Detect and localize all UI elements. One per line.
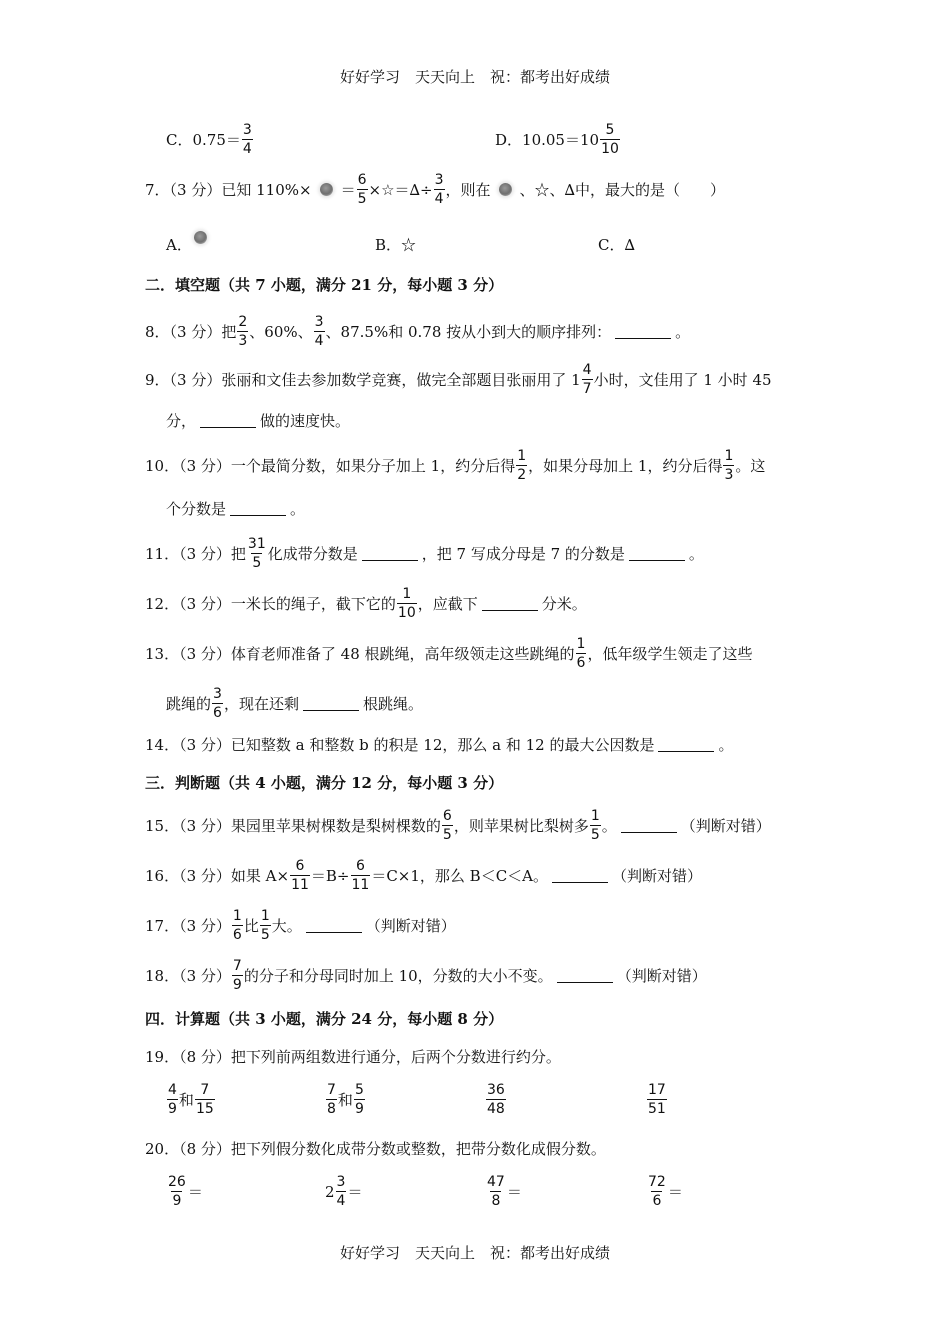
answer-blank[interactable] [615, 324, 671, 339]
fraction: $\frac{2}{3}$ [238, 314, 248, 349]
fraction: $\frac{31}{5}$ [247, 536, 266, 571]
q15-question: 15．（3 分）果园里苹果树棵数是梨树棵数的 $\frac{6}{5}$ ，则苹果树比梨树多 $\frac{1}{5}$ 。 （判断对错） [145, 808, 771, 843]
fraction: $\frac{3}{4}$ [336, 1174, 346, 1209]
answer-blank[interactable] [621, 818, 677, 833]
q16-question: 16．（3 分）如果 A× $\frac{6}{11}$ ＝B÷ $\frac{6}{11}$ ＝C×1，那么 B＜C＜A。 （判断对错） [145, 858, 703, 893]
gray-dot-icon [194, 231, 207, 244]
q19-group-2: $\frac{7}{8}$ 和 $\frac{5}{9}$ [327, 1082, 364, 1117]
answer-blank[interactable] [303, 696, 359, 711]
q11-question: 11．（3 分）把 $\frac{31}{5}$ 化成带分数是 ，把 7 写成分母是 7 的分数是 。 [145, 536, 704, 571]
q6-d-label: D．10.05＝10 [495, 131, 600, 149]
q7-option-a: A． [166, 234, 215, 255]
fraction: $\frac{1}{6}$ [576, 636, 586, 671]
answer-blank[interactable] [552, 868, 608, 883]
q12-question: 12．（3 分）一米长的绳子，截下它的 $\frac{1}{10}$ ，应截下 分米。 [145, 586, 587, 621]
fraction: $\frac{7}{15}$ [195, 1082, 214, 1117]
fraction: $\frac{1}{5}$ [590, 808, 600, 843]
fraction: $\frac{4}{7}$ [582, 362, 592, 397]
gray-dot-icon [320, 183, 333, 196]
answer-blank[interactable] [557, 968, 613, 983]
fraction: $\frac{47}{8}$ [487, 1174, 505, 1209]
fraction: $\frac{1}{5}$ [260, 908, 270, 943]
q6-c-label: C．0.75＝ [166, 131, 241, 149]
q20-group-4: $\frac{72}{6}$ ＝ [648, 1174, 683, 1209]
page-footer: 好好学习 天天向上 祝：都考出好成绩 [339, 1244, 610, 1262]
fraction: $\frac{7}{9}$ [232, 958, 242, 993]
fraction: $\frac{1}{2}$ [517, 448, 527, 483]
fraction: $\frac{3}{4}$ [434, 172, 444, 207]
q14-question: 14．（3 分）已知整数 a 和整数 b 的积是 12，那么 a 和 12 的最大公因数是 。 [145, 736, 734, 754]
fraction: $\frac{6}{11}$ [291, 858, 309, 893]
fraction: $\frac{3}{4}$ [314, 314, 324, 349]
fraction: $\frac{26}{9}$ [168, 1174, 186, 1209]
answer-blank[interactable] [629, 546, 685, 561]
q19-group-1: $\frac{4}{9}$ 和 $\frac{7}{15}$ [168, 1082, 214, 1117]
page-header: 好好学习 天天向上 祝：都考出好成绩 [339, 68, 610, 86]
fraction: $\frac{6}{5}$ [357, 172, 367, 207]
fraction: $\frac{4}{9}$ [168, 1082, 177, 1117]
fraction: $\frac{72}{6}$ [648, 1174, 666, 1209]
answer-blank[interactable] [306, 918, 362, 933]
section-heading: 二．填空题（共 7 小题，满分 21 分，每小题 3 分） [145, 276, 504, 294]
q20-group-1: $\frac{26}{9}$ ＝ [168, 1174, 203, 1209]
fraction: $\frac{6}{11}$ [351, 858, 370, 893]
q10-question-cont: 个分数是 。 [166, 500, 306, 518]
section-heading: 四．计算题（共 3 小题，满分 24 分，每小题 8 分） [145, 1010, 504, 1028]
q18-question: 18．（3 分） $\frac{7}{9}$ 的分子和分母同时加上 10，分数的大小不变。 （判断对错） [145, 958, 707, 993]
q10-question: 10．（3 分）一个最简分数，如果分子加上 1，约分后得 $\frac{1}{2}$ ，如果分母加上 1，约分后得 $\frac{1}{3}$ 。这 [145, 448, 766, 483]
fraction: $\frac{3}{6}$ [213, 686, 222, 721]
fraction: $\frac{6}{5}$ [442, 808, 452, 843]
q20-group-2: 2 $\frac{3}{4}$ ＝ [325, 1174, 363, 1209]
answer-blank[interactable] [200, 413, 256, 428]
section-heading: 三．判断题（共 4 小题，满分 12 分，每小题 3 分） [145, 774, 504, 792]
answer-blank[interactable] [230, 501, 286, 516]
fraction: $\frac{1}{10}$ [397, 586, 416, 621]
gray-dot-icon [499, 183, 512, 196]
answer-blank[interactable] [658, 737, 714, 752]
q7-question: 7．（3 分）已知 110%× ＝ $\frac{6}{5}$ ×☆＝∆÷ $\frac{3}{4}$ ，则在 、☆、∆中，最大的是（ ） [145, 172, 725, 207]
q19-question: 19．（8 分）把下列前两组数进行通分，后两个分数进行约分。 [145, 1048, 561, 1066]
fraction: $\frac{1}{3}$ [724, 448, 734, 483]
q19-group-3 [485, 1082, 507, 1117]
q6-option-c [166, 122, 254, 157]
fraction: $\frac{1}{6}$ [232, 908, 242, 943]
answer-blank[interactable] [482, 596, 538, 611]
q13-question: 13．（3 分）体育老师准备了 48 根跳绳，高年级领走这些跳绳的 $\frac{1}{6}$ ，低年级学生领走了这些 [145, 636, 753, 671]
q6-option-d [495, 122, 621, 157]
q7-option-c: C．∆ [598, 236, 635, 254]
fraction: $\frac{5}{10}$ [601, 122, 619, 157]
q8-question: 8．（3 分）把 $\frac{2}{3}$ 、60%、 $\frac{3}{4}$ 、87.5%和 0.78 按从小到大的顺序排列： 。 [145, 314, 691, 349]
q20-question: 20．（8 分）把下列假分数化成带分数或整数，把带分数化成假分数。 [145, 1140, 606, 1158]
q9-question: 9．（3 分）张丽和文佳去参加数学竞赛，做完全部题目张丽用了 1 $\frac{4}{7}$ 小时，文佳用了 1 小时 45 [145, 362, 772, 397]
q19-group-4 [646, 1082, 668, 1117]
q7-option-b: B．☆ [375, 236, 417, 254]
q9-question-cont: 分， 做的速度快。 [166, 412, 351, 430]
q17-question: 17．（3 分） $\frac{1}{6}$ 比 $\frac{1}{5}$ 大。 （判断对错） [145, 908, 456, 943]
fraction: $\frac{17}{51}$ [648, 1082, 666, 1117]
answer-blank[interactable] [362, 546, 418, 561]
fraction: $\frac{5}{9}$ [354, 1082, 364, 1117]
q13-question-cont: 跳绳的 $\frac{3}{6}$ ，现在还剩 根跳绳。 [166, 686, 423, 721]
fraction: $\frac{7}{8}$ [327, 1082, 336, 1117]
fraction: $\frac{3}{4}$ [242, 122, 252, 157]
q20-group-3: $\frac{47}{8}$ ＝ [487, 1174, 522, 1209]
fraction: $\frac{36}{48}$ [487, 1082, 505, 1117]
